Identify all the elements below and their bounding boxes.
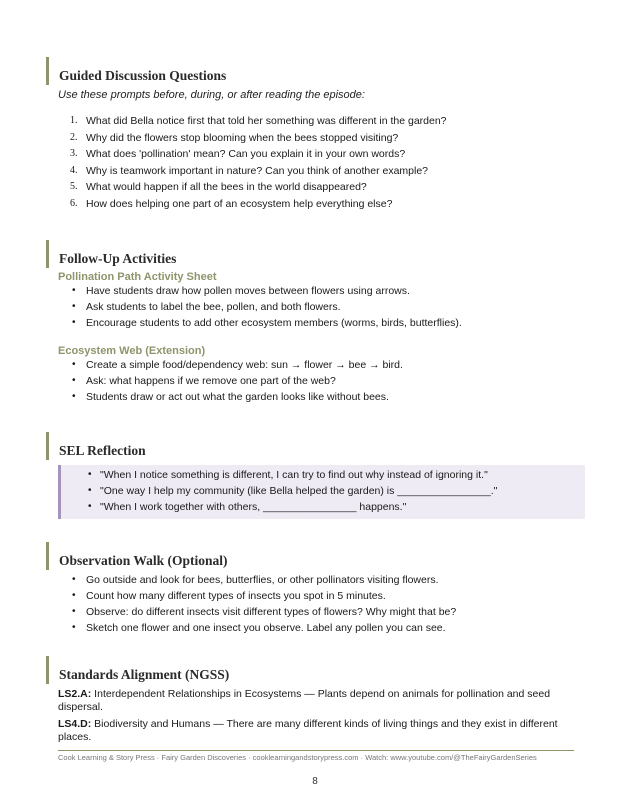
question-number: 6.: [70, 197, 78, 209]
list-item: [46, 389, 586, 405]
question-number: 4.: [70, 164, 78, 176]
bullet-icon: •: [88, 485, 92, 496]
list-item: [61, 467, 585, 483]
standards-alignment-section: [46, 656, 586, 748]
follow-up-header: [46, 240, 586, 268]
bullet-icon: •: [72, 285, 76, 296]
list-item-text: Ask students to label the bee, pollen, and both flowers.: [86, 301, 341, 313]
list-item-text: Create a simple food/dependency web: sun → flower → bee → bird.: [86, 359, 403, 371]
list-item: [46, 620, 586, 636]
pollination-subtitle: Pollination Path Activity Sheet: [58, 271, 217, 283]
list-item: [46, 299, 586, 315]
list-item-text: "One way I help my community (like Bella helped the garden) is ________________.": [100, 485, 498, 497]
observation-list: [46, 572, 586, 636]
list-item-text: "When I notice something is different, I can try to find out why instead of ignoring it.": [100, 469, 488, 481]
question-list: [46, 113, 586, 212]
list-item: [46, 588, 586, 604]
observation-walk-section: [46, 542, 586, 636]
list-item-text: Students draw or act out what the garden looks like without bees.: [86, 391, 389, 403]
bullet-icon: •: [88, 469, 92, 480]
ecosystem-subtitle: Ecosystem Web (Extension): [58, 345, 206, 357]
standard-text: Biodiversity and Humans — There are many different kinds of living things and they exist in different places.: [58, 718, 558, 743]
question-number: 3.: [70, 148, 78, 159]
list-item-text: Sketch one flower and one insect you observe. Label any pollen you can see.: [86, 622, 446, 634]
page-footer: [58, 750, 574, 763]
bullet-icon: •: [72, 606, 76, 617]
question-text: What would happen if all the bees in the world disappeared?: [86, 181, 367, 193]
list-item-text: Go outside and look for bees, butterflies, or other pollinators visiting flowers.: [86, 574, 439, 586]
question-text: What did Bella notice first that told her something was different in the garden?: [86, 115, 447, 127]
question-item: [46, 113, 586, 130]
standards-alignment-title: Standards Alignment (NGSS): [59, 667, 230, 682]
list-item: [46, 357, 586, 373]
follow-up-title: Follow-Up Activities: [59, 251, 177, 266]
sel-reflection-section: [46, 432, 586, 519]
bullet-icon: •: [72, 359, 76, 370]
bullet-icon: •: [72, 622, 76, 633]
follow-up-section: [46, 240, 586, 405]
footer-text: Cook Learning & Story Press · Fairy Garden Discoveries · cooklearningandstorypress.com · Watch: www.youtube.com/@TheFairyGardenSeries: [58, 753, 537, 762]
guided-discussion-header: [46, 57, 586, 85]
guided-discussion-title: Guided Discussion Questions: [59, 68, 227, 83]
list-item: [61, 499, 585, 515]
sel-reflection-header: [46, 432, 586, 460]
list-item-text: Observe: do different insects visit different types of flowers? Why might that be?: [86, 606, 457, 618]
list-item: [61, 483, 585, 499]
question-item: [46, 196, 586, 213]
list-item-text: Ask: what happens if we remove one part of the web?: [86, 375, 336, 387]
question-item: [46, 179, 586, 196]
sel-reflection-title: SEL Reflection: [59, 443, 146, 458]
standard-code: LS4.D:: [58, 718, 92, 730]
list-item: [46, 604, 586, 620]
question-text: Why is teamwork important in nature? Can you think of another example?: [86, 164, 429, 177]
question-number: 1.: [70, 115, 78, 126]
page-number: 8: [312, 776, 318, 787]
pollination-list: [46, 283, 586, 331]
list-item: [46, 572, 586, 588]
question-text: What does 'pollination' mean? Can you explain it in your own words?: [86, 148, 406, 160]
bullet-icon: •: [72, 301, 76, 312]
bullet-icon: •: [72, 317, 76, 328]
ecosystem-list: [46, 357, 586, 405]
question-number: 5.: [70, 181, 78, 192]
bullet-icon: •: [72, 590, 76, 601]
list-item: [46, 373, 586, 389]
standard-item: [58, 688, 558, 714]
sel-reflection-box: [58, 465, 585, 519]
list-item: [46, 283, 586, 299]
question-text: How does helping one part of an ecosystem help everything else?: [86, 197, 393, 210]
list-item-text: Encourage students to add other ecosystem members (worms, birds, butterflies).: [86, 317, 462, 329]
guided-discussion-intro: Use these prompts before, during, or after reading the episode:: [58, 89, 365, 101]
observation-walk-header: [46, 542, 586, 570]
standard-text: Interdependent Relationships in Ecosystems — Plants depend on animals for pollination and seed dispersal.: [58, 688, 551, 713]
bullet-icon: •: [72, 391, 76, 402]
standards-alignment-header: [46, 656, 586, 684]
observation-walk-title: Observation Walk (Optional): [59, 553, 228, 568]
bullet-icon: •: [72, 574, 76, 585]
list-item: [46, 315, 586, 331]
question-number: 2.: [70, 131, 78, 143]
list-item-text: Count how many different types of insects you spot in 5 minutes.: [86, 590, 386, 602]
standard-code: LS2.A:: [58, 688, 92, 700]
list-item-text: "When I work together with others, ________________ happens.": [100, 501, 407, 513]
bullet-icon: •: [72, 375, 76, 386]
standard-item: [58, 718, 558, 744]
bullet-icon: •: [88, 501, 92, 512]
guided-discussion-section: [46, 57, 586, 212]
question-item: [46, 163, 586, 180]
sel-list: [61, 467, 585, 515]
question-item: [46, 130, 586, 147]
question-item: [46, 146, 586, 163]
question-text: Why did the flowers stop blooming when the bees stopped visiting?: [86, 131, 399, 144]
list-item-text: Have students draw how pollen moves between flowers using arrows.: [86, 285, 410, 297]
